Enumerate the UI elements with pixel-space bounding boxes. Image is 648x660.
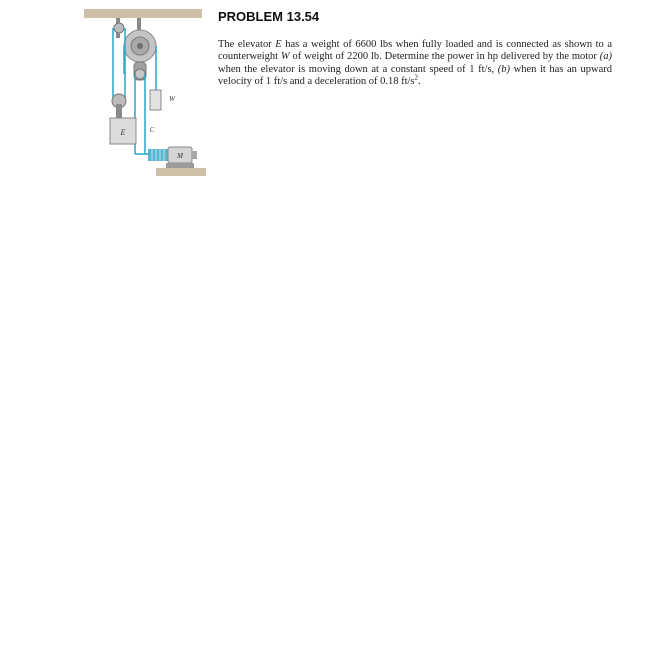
main-pulley-axle — [137, 43, 143, 49]
small-pulley-top — [114, 23, 124, 33]
text-part: has a weight of 6600 lbs when fully loaded and is connected as shown to a counterweight — [218, 39, 613, 63]
label-C: C — [149, 126, 155, 134]
motor-base — [166, 163, 194, 168]
counterweight-W — [150, 90, 161, 110]
text-part: . — [418, 76, 421, 88]
text-part: when it has an upward velocity of 1 ft/s and a deceleration of 0.18 ft/s — [218, 63, 612, 88]
problem-title: PROBLEM 13.54 — [218, 9, 320, 24]
elevator-diagram — [80, 4, 210, 184]
text-part: of weight of 2200 lb. Determine the power in hp delivered by the motor — [289, 51, 600, 63]
part-b: (b) — [497, 63, 511, 75]
var-W: W — [280, 51, 290, 63]
part-a: (a) — [599, 51, 613, 63]
var-E: E — [275, 39, 282, 50]
label-E: E — [120, 128, 126, 137]
exponent: 2 — [414, 73, 419, 82]
elevator-figure — [80, 4, 210, 184]
floor-support — [156, 168, 206, 176]
label-M: M — [177, 152, 183, 160]
movable-pulley — [135, 69, 145, 79]
label-W: W — [169, 95, 175, 103]
motor-drum — [148, 149, 168, 161]
problem-statement — [218, 39, 612, 89]
text-part: when the elevator is moving down at a constant speed of 1 ft/s, — [218, 63, 498, 75]
motor-shaft — [192, 151, 197, 159]
text-part: The elevator — [218, 39, 276, 50]
ceiling-support — [84, 9, 202, 18]
elevator-hanger — [116, 104, 122, 118]
